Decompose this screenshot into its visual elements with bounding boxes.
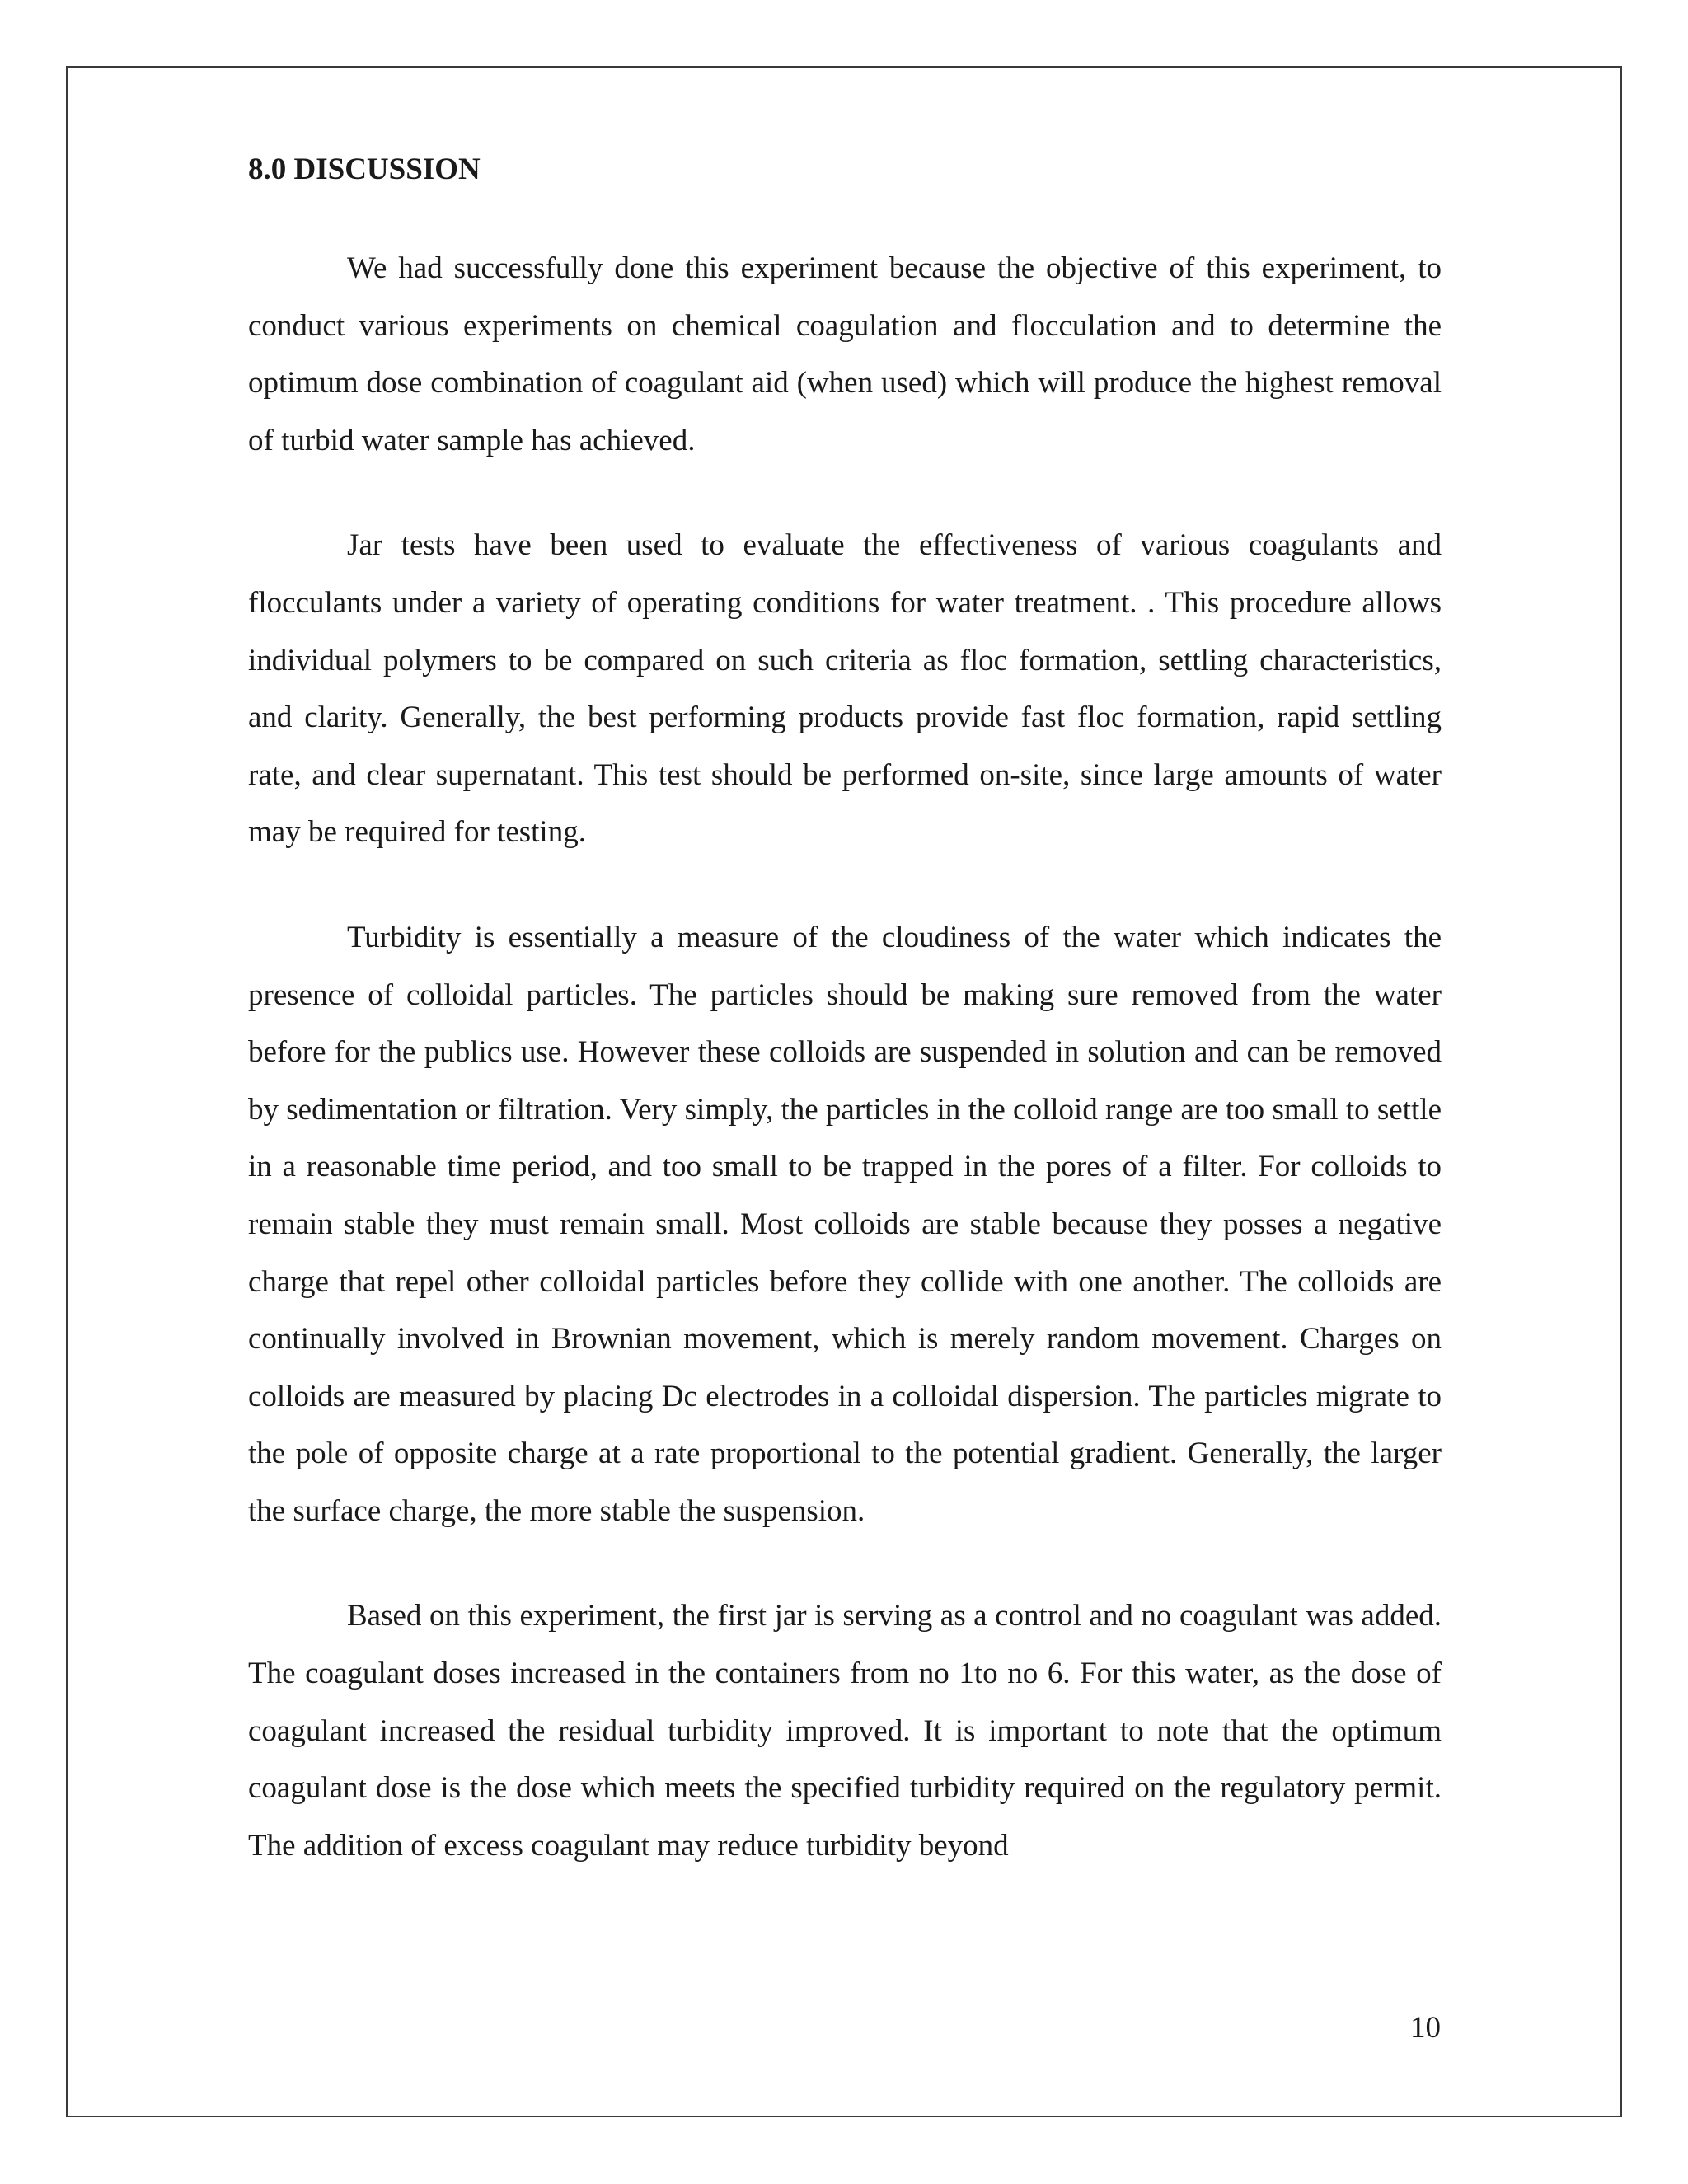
paragraph-turbidity: Turbidity is essentially a measure of the cloudiness of the water which indicates the presence of colloidal particles. The particles should be making sure removed from the water before for the publics use. However these colloids are suspended in solution and can be removed by sedimentation or filtration. Very simply, the particles in the colloid range are too small to settle in a reasonable time period, and too small to be trapped in the pores of a filter. For colloids to remain stable they must remain small. Most colloids are stable because they posses a negative charge that repel other colloidal particles before they collide with one another. The colloids are continually involved in Brownian movement, which is merely random movement. Charges on colloids are measured by placing Dc electrodes in a colloidal dispersion. The particles migrate to the pole of opposite charge at a rate proportional to the potential gradient. Generally, the larger the surface charge, the more stable the suspension. (248, 920, 1442, 1528)
paragraph-jar-tests: Jar tests have been used to evaluate the effectiveness of various coagulants and flocculants under a variety of operating conditions for water treatment. . This procedure allows individual polymers to be compared on such criteria as floc formation, settling characteristics, and clarity. Generally, the best performing products provide fast floc formation, rapid settling rate, and clear supernatant. This test should be performed on-site, since large amounts of water may be required for testing. (248, 528, 1442, 850)
paragraph-experiment-results: Based on this experiment, the first jar is serving as a control and no coagulant was added. The coagulant doses increased in the containers from no 1to no 6. For this water, as the dose of coagulant increased the residual turbidity improved. It is important to note that the optimum coagulant dose is the dose which meets the specified turbidity required on the regulatory permit. The addition of excess coagulant may reduce turbidity beyond (248, 1599, 1442, 1863)
section-heading: 8.0 DISCUSSION (248, 152, 481, 186)
page-number: 10 (1410, 2011, 1441, 2045)
document-body (248, 142, 1442, 1922)
paragraph-objective: We had successfully done this experiment because the objective of this experiment, to conduct various experiments on chemical coagulation and flocculation and to determine the optimum dose combination of coagulant aid (when used) which will produce the highest removal of turbid water sample has achieved. (248, 251, 1442, 457)
